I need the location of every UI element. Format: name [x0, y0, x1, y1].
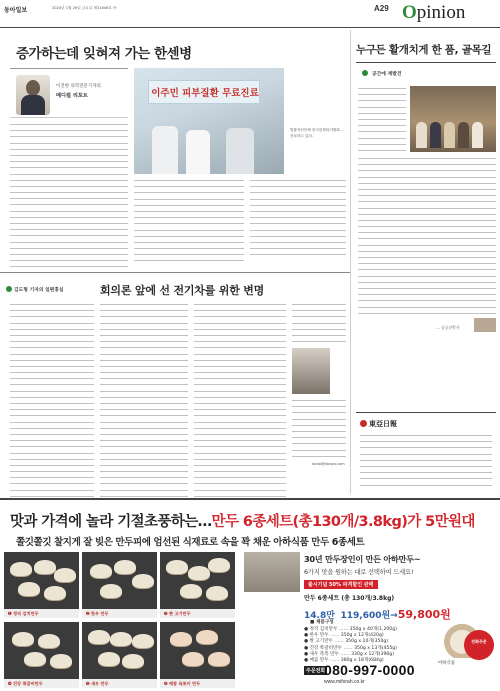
- clinic-banner-text: 이주민 피부질환 무료진료: [151, 88, 259, 99]
- left-body-col-2: [134, 180, 244, 267]
- right-article-photo: [410, 86, 496, 152]
- dumpling-tile: [160, 622, 235, 688]
- dateline: 2024년 1월 26일 금요일 제31846호 ㈜: [52, 6, 117, 10]
- dumpling-icon: [18, 582, 40, 596]
- ad-offer-subtitle: 6가지 맛을 원하는 대로 선택하여 드세요!: [304, 569, 414, 576]
- publisher-mark-icon: [360, 420, 367, 427]
- author-portrait: [16, 75, 50, 115]
- dumpling-icon: [24, 652, 46, 666]
- dumpling-icon: [132, 574, 154, 588]
- middle-body-col-4b: [292, 400, 346, 462]
- dumpling-icon: [206, 586, 228, 600]
- dumpling-icon: [170, 632, 192, 646]
- column-dot-icon: [362, 70, 368, 76]
- photo-figure: [458, 122, 469, 148]
- dumpling-icon: [166, 560, 188, 574]
- dumpling-icon: [50, 654, 72, 668]
- dumpling-tile: [4, 552, 79, 618]
- dumpling-tile-label: ➏ 매콤 욕쪼키 만두: [160, 679, 235, 688]
- dumpling-icon: [182, 652, 204, 666]
- ad-offer-panel: [244, 552, 496, 688]
- photo-figure: [430, 122, 441, 148]
- composition-title: ■ 제품구성: [310, 620, 334, 625]
- dumpling-tile-label: ➌ 짠 고기만두: [160, 609, 235, 618]
- photo-figure: [416, 122, 427, 148]
- composition-item: ● 새우 촉촉 만두 …… 330g x 12개(396g): [304, 651, 394, 657]
- photo-figure: [226, 128, 254, 174]
- ad-subheadline: 쫄깃쫄깃 찰지게 잘 빚은 만두피에 엄선된 식재료로 속을 꽉 채운 아하식품 만두 6종세트: [16, 537, 365, 548]
- regular-price: 119,600원→: [340, 611, 398, 621]
- dumpling-photo-grid: [4, 552, 236, 688]
- clinic-photo: [134, 68, 284, 174]
- middle-column-name: 김도형 기자의 일편홍심: [14, 288, 64, 293]
- composition-list: [304, 627, 434, 664]
- order-seal: 전화주문: [464, 630, 494, 660]
- ad-offer-title: 30년 만두장인이 만든 아하만두~: [304, 554, 421, 564]
- left-body-col-3: [250, 180, 346, 260]
- dumpling-icon: [10, 562, 32, 576]
- dumpling-icon: [196, 630, 218, 644]
- sale-price: 59,800원: [397, 608, 451, 621]
- photo-figure: [186, 130, 210, 174]
- column-rule: [350, 30, 351, 494]
- left-headline: 증가하는데 잊혀져 가는 한센병: [16, 46, 192, 62]
- dumpling-icon: [122, 654, 144, 668]
- dumpling-icon: [90, 564, 112, 578]
- dumpling-tile: [82, 552, 157, 618]
- dumpling-icon: [208, 652, 230, 666]
- ad-headline: 맛과 가격에 놀라 기절초풍하는…만두 6종세트(총130개/3.8kg)가 5만원대: [10, 514, 475, 530]
- publisher-info-box: [356, 412, 496, 492]
- dumpling-tile-label: ➍ 건강 쪽갈비만두: [4, 679, 79, 688]
- dumpling-icon: [180, 584, 202, 598]
- author-column: 메디컬 리포트: [56, 93, 88, 99]
- middle-body-col-3: [194, 304, 286, 508]
- publisher-info-lines: [360, 435, 492, 491]
- composition-item: ● 건강 쪽갈비만두 …… 350g x 13개(455g): [304, 645, 397, 651]
- composition-item: ● 매콤 만두 …… 380g x 18개(684g): [304, 658, 384, 664]
- dumpling-icon: [208, 558, 230, 572]
- column-dot-icon: [6, 286, 12, 292]
- right-signoff-portrait: [474, 318, 496, 332]
- author-box: [10, 68, 128, 118]
- section-brand: Opinion: [402, 2, 466, 23]
- dumpling-icon: [12, 632, 34, 646]
- right-signoff: … 공공건축가: [436, 325, 460, 330]
- dumpling-tile: [4, 622, 79, 688]
- original-price: 14.8만: [304, 611, 335, 621]
- right-body-col-b: [358, 158, 496, 319]
- dumpling-tile-label: ➋ 한우 만두: [82, 609, 157, 618]
- dumpling-icon: [110, 632, 132, 646]
- dumpling-tile: [82, 622, 157, 688]
- order-url: www.miforah.co.kr: [324, 679, 365, 685]
- composition-item: ● 짠 고기만두 …… 350g x 10개(350g): [304, 639, 389, 645]
- order-phone: 080-997-0000: [324, 662, 415, 678]
- product-name: 만두 6종세트 (총 130개/3.8kg): [304, 595, 395, 602]
- composition-item: ● 정직 김치만두 …… 350g x 40개(1,200g): [304, 627, 397, 632]
- publisher-logo: 東亞日報: [360, 419, 397, 429]
- right-headline: 누구든 활개치게 한 품, 골목길: [356, 44, 492, 56]
- composition-item: ● 한우 만두 …… 350g x 12개(420g): [304, 633, 384, 639]
- dumpling-tile-label: ➊ 정직 김치만두: [4, 609, 79, 618]
- dumpling-icon: [88, 630, 110, 644]
- masthead: [0, 0, 500, 28]
- middle-headline: 회의론 앞에 선 전기차를 위한 변명: [100, 284, 265, 297]
- left-body-col-1: [10, 124, 128, 273]
- clinic-banner: [148, 80, 260, 104]
- phone-label: 주문전화: [306, 668, 326, 674]
- discount-badge: 출시기념 50% 파격할인 판매: [304, 580, 378, 589]
- brand-name: 아하식품: [438, 661, 455, 666]
- chef-photo: [244, 552, 300, 592]
- photo-figure: [472, 122, 483, 148]
- dumpling-icon: [54, 568, 76, 582]
- dumpling-icon: [132, 634, 154, 648]
- dumpling-icon: [34, 560, 56, 574]
- dumpling-tile-label: ➎ 새우 만두: [82, 679, 157, 688]
- right-headline-rule: [356, 62, 496, 63]
- dumpling-icon: [38, 634, 60, 648]
- dumpling-tile: [160, 552, 235, 618]
- clinic-photo-caption: 법률자선단체 한국한센복지협회 … 진료하고 있다.: [290, 128, 345, 138]
- author-affiliation: 이진한 의학전문기자의: [56, 84, 101, 89]
- paper-name: 동아일보: [4, 7, 28, 14]
- dumpling-icon: [44, 586, 66, 600]
- photo-figure: [152, 126, 178, 174]
- dumpling-icon: [100, 584, 122, 598]
- dumpling-icon: [188, 566, 210, 580]
- right-column-name: 공간에 재발견: [372, 72, 402, 77]
- middle-body-col-4a: [292, 304, 346, 347]
- dumpling-advertisement: [0, 498, 500, 691]
- middle-body-col-2: [100, 304, 188, 508]
- page-number: A29: [374, 4, 389, 13]
- dumpling-icon: [114, 560, 136, 574]
- author-email: dodo@donga.com: [312, 462, 345, 466]
- middle-body-col-1: [10, 304, 94, 508]
- right-body-col-a: [358, 88, 406, 156]
- photo-figure: [444, 122, 455, 148]
- dumpling-icon: [98, 652, 120, 666]
- middle-article-photo: [292, 348, 330, 394]
- middle-top-rule: [0, 272, 350, 273]
